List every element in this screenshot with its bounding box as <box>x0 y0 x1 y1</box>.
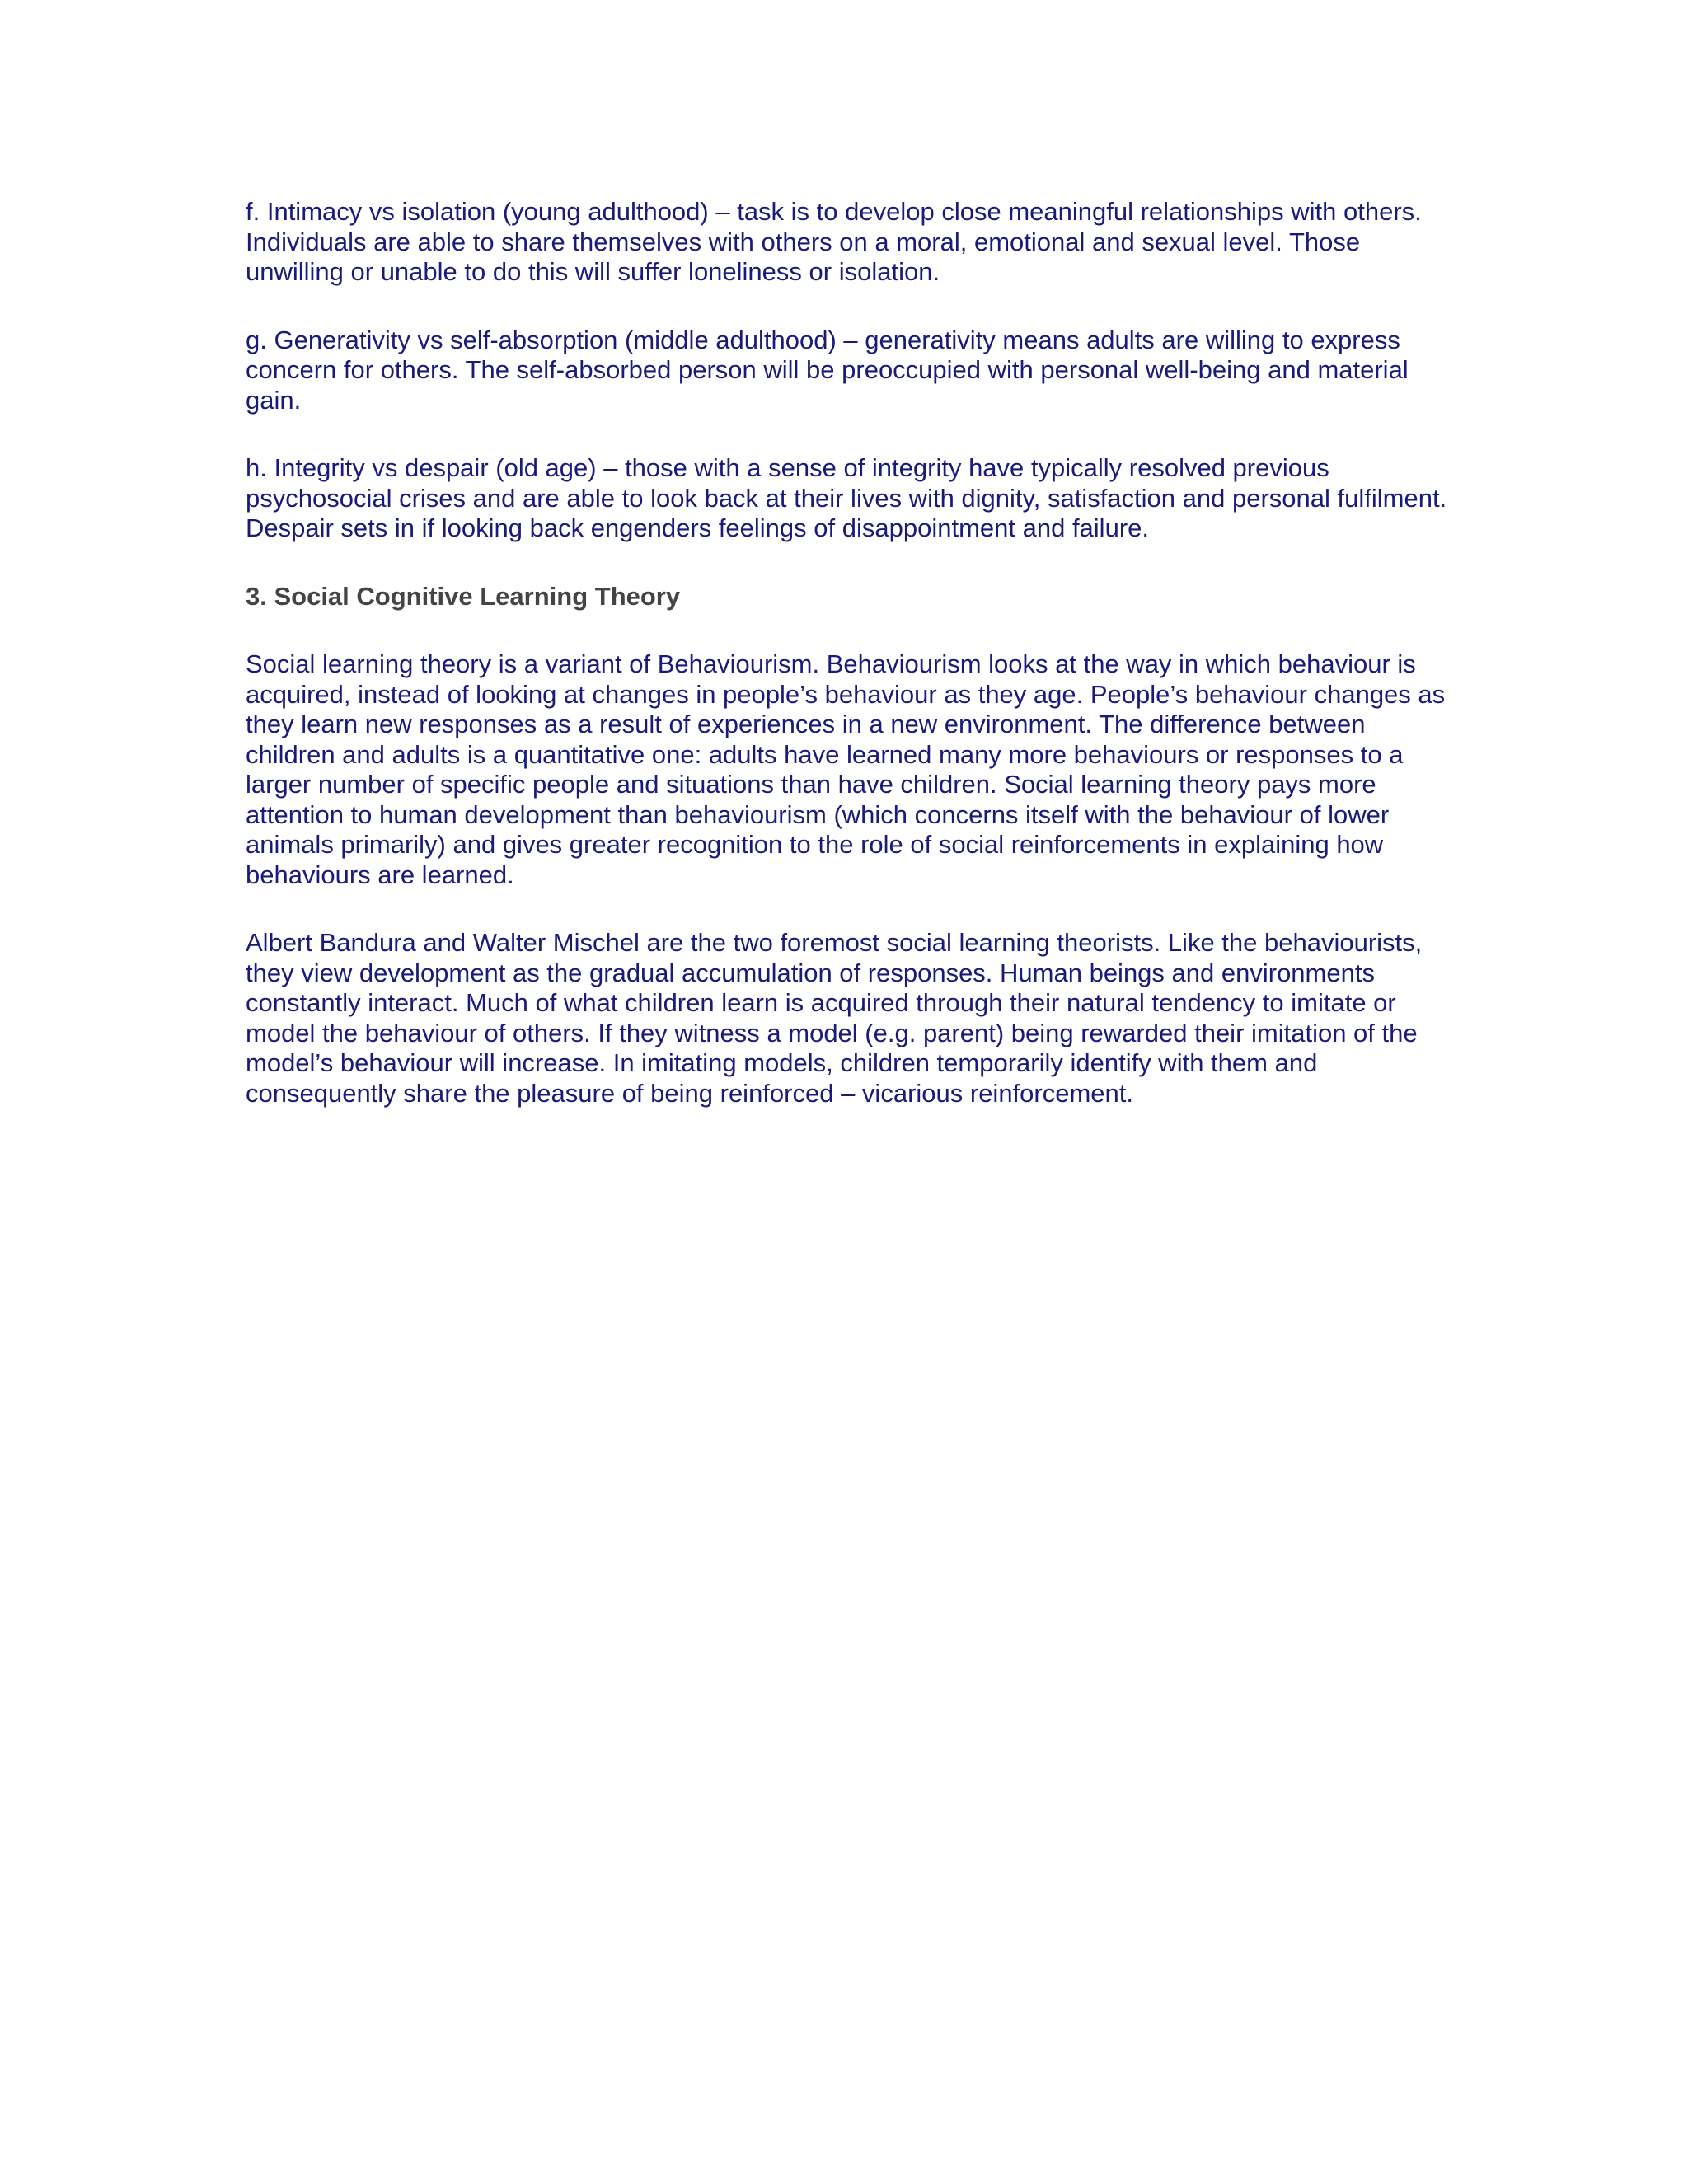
paragraph-bandura-mischel: Albert Bandura and Walter Mischel are the two foremost social learning theorists. Like the behaviourists, they view development as the gradual accumulation of responses. Human beings and environments constantly interact. Much of what children learn is acquired through their natural tendency to imitate or model the behaviour of others. If they witness a model (e.g. parent) being rewarded their imitation of the model’s behaviour will increase. In imitating models, children temporarily identify with them and consequently share the pleasure of being reinforced – vicarious reinforcement. <box>246 928 1423 1108</box>
paragraph-integrity-vs-despair: h. Integrity vs despair (old age) – those with a sense of integrity have typically resolved previous psychosocial crises and are able to look back at their lives with dignity, satisfaction and personal fulfilment. Despair sets in if looking back engenders feelings of disappointment and failure. <box>246 453 1447 542</box>
document-content <box>246 197 1449 1146</box>
paragraph-intimacy-vs-isolation: f. Intimacy vs isolation (young adulthood) – task is to develop close meaningful relationships with others. Individuals are able to share themselves with others on a moral, emotional and sexual level. Those unwilling or unable to do this will suffer loneliness or isolation. <box>246 197 1422 286</box>
paragraph-generativity-vs-self-absorption: g. Generativity vs self-absorption (middle adulthood) – generativity means adults are willing to express concern for others. The self-absorbed person will be preoccupied with personal well-being and material gain. <box>246 325 1409 415</box>
section-heading: 3. Social Cognitive Learning Theory <box>246 581 681 611</box>
paragraph-social-learning-theory: Social learning theory is a variant of Behaviourism. Behaviourism looks at the way in which behaviour is acquired, instead of looking at changes in people’s behaviour as they age. People’s behaviour changes as they learn new responses as a result of experiences in a new environment. The difference between children and adults is a quantitative one: adults have learned many more behaviours or responses to a larger number of specific people and situations than have children. Social learning theory pays more attention to human development than behaviourism (which concerns itself with the behaviour of lower animals primarily) and gives greater recognition to the role of social reinforcements in explaining how behaviours are learned. <box>246 649 1446 889</box>
